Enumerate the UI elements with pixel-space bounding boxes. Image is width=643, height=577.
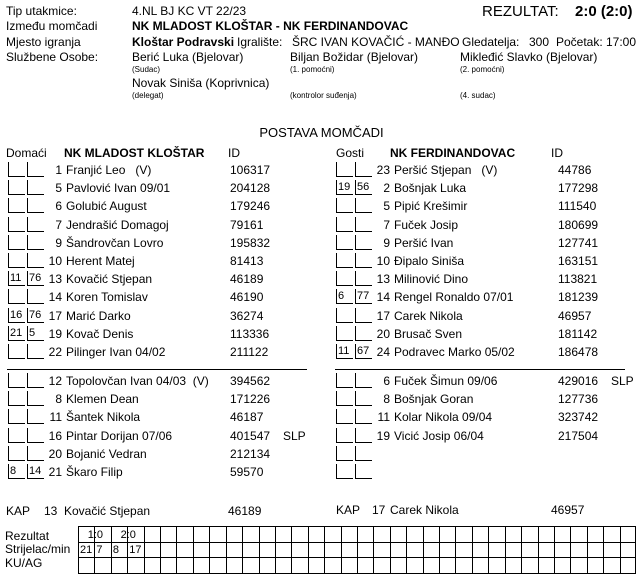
result-cell: 1:0 — [87, 529, 104, 541]
summary-grid — [78, 526, 636, 574]
home-kap-label: KAP — [6, 504, 31, 518]
player-number: 20 — [376, 326, 390, 341]
player-name: Fuček Josip — [394, 217, 459, 232]
player-note: SLP — [611, 374, 634, 388]
card-box: 21 — [8, 326, 25, 341]
player-id: 127741 — [558, 235, 599, 250]
card-box — [336, 217, 353, 232]
player-id: 179246 — [230, 199, 271, 214]
tip-label: Tip utakmice: — [6, 4, 77, 18]
player-name: Franjić Leo (V) — [66, 163, 152, 177]
gledatelja-value: 300 — [529, 35, 550, 49]
rezultat-label: REZULTAT: — [482, 3, 559, 20]
player-id: 36274 — [230, 308, 264, 323]
player-name: Brusač Sven — [394, 326, 463, 341]
player-number: 13 — [48, 272, 62, 287]
player-name: Marić Darko — [66, 308, 131, 323]
player-id: 113336 — [230, 326, 270, 341]
player-name: Peršić Ivan — [394, 235, 454, 250]
home-kap-name: Kovačić Stjepan — [64, 504, 151, 518]
player-number: 11 — [377, 410, 390, 425]
mjesto-value: Kloštar Podravski — [132, 35, 235, 49]
away-team-name: NK FERDINANDOVAC — [390, 146, 516, 160]
player-id: 394562 — [230, 374, 271, 388]
minute-box — [355, 464, 372, 479]
player-number: 10 — [376, 254, 390, 268]
away-kap-label: KAP — [336, 503, 361, 517]
result-cell: 2:0 — [120, 529, 136, 541]
player-id: 211122 — [230, 345, 269, 359]
player-name: Đipalo Siniša — [394, 254, 465, 268]
card-box — [8, 235, 25, 250]
player-name: Šandrovčan Lovro — [66, 235, 164, 250]
home-side-label: Domaći — [6, 146, 47, 160]
official-role: (Sudac) — [132, 65, 161, 74]
player-id: 181239 — [558, 290, 599, 305]
player-number: 9 — [383, 235, 390, 250]
player-number: 5 — [383, 199, 390, 214]
player-name: Podravec Marko 05/02 — [394, 345, 515, 359]
player-number: 22 — [48, 345, 62, 359]
player-number: 21 — [48, 465, 62, 479]
player-name: Kovačić Stjepan — [66, 272, 153, 287]
player-id: 81413 — [230, 254, 264, 268]
official-role: (kontrolor suđenja) — [290, 91, 357, 100]
player-id: 113821 — [558, 272, 598, 287]
card-box — [336, 253, 353, 268]
card-box — [8, 409, 25, 424]
player-id: 46957 — [558, 308, 592, 323]
player-name: Pilinger Ivan 04/02 — [66, 345, 166, 359]
minute-box: 5 — [27, 326, 44, 341]
away-kap-name: Carek Nikola — [390, 503, 459, 517]
official-role: (2. pomoćni) — [460, 65, 505, 74]
card-box: 6 — [336, 289, 353, 304]
card-box — [336, 326, 353, 341]
home-id-label: ID — [228, 146, 240, 160]
player-id: 212134 — [230, 446, 271, 461]
card-box — [8, 428, 25, 443]
player-id: 44786 — [558, 163, 592, 177]
pocetak-value: 17:00 — [606, 35, 637, 49]
player-name: Škaro Filip — [66, 465, 123, 479]
player-name: Klemen Dean — [66, 392, 139, 407]
player-name: Vicić Josip 06/04 — [394, 428, 484, 443]
tip-value: 4.NL BJ KC VT 22/23 — [132, 4, 247, 18]
grid-column-line — [79, 527, 621, 573]
player-number: 11 — [49, 410, 62, 425]
subs-divider — [7, 369, 307, 370]
summary-rezultat-label: Rezultat — [5, 529, 50, 543]
player-number: 24 — [376, 345, 390, 359]
card-box: 11 — [336, 344, 353, 359]
card-box — [336, 446, 353, 461]
player-id: 46187 — [230, 410, 264, 425]
card-box — [8, 253, 25, 268]
card-box — [336, 428, 353, 443]
player-id: 46189 — [230, 272, 264, 287]
away-kap-num: 17 — [372, 503, 386, 517]
grid-row-line — [79, 542, 635, 543]
card-box — [8, 373, 25, 388]
player-number: 20 — [48, 446, 62, 461]
official-name: Mikleđić Slavko (Bjelovar) — [460, 50, 598, 64]
summary-kuag-label: KU/AG — [5, 556, 43, 570]
player-name: Fuček Šimun 09/06 — [394, 374, 498, 388]
card-box — [8, 446, 25, 461]
official-role: (4. sudac) — [460, 91, 496, 100]
minute-box — [355, 446, 372, 461]
scorer-cell: 8 — [112, 544, 119, 556]
player-name: Golubić August — [66, 199, 147, 214]
card-box — [336, 409, 353, 424]
card-box — [336, 235, 353, 250]
card-box — [336, 271, 353, 286]
player-name: Kovač Denis — [66, 326, 134, 341]
player-name: Topolovčan Ivan 04/03 (V) — [66, 374, 209, 388]
card-box — [336, 162, 353, 177]
minute-box: 67 — [355, 344, 372, 359]
player-id: 186478 — [558, 345, 599, 359]
player-name: Kolar Nikola 09/04 — [394, 410, 493, 425]
player-id: 111540 — [558, 199, 597, 214]
home-kap-id: 46189 — [228, 504, 262, 518]
mjesto-label: Mjesto igranja — [6, 35, 81, 49]
away-kap-id: 46957 — [551, 503, 585, 517]
minute-box: 77 — [355, 289, 372, 304]
summary-strijelac-label: Strijelac/min — [5, 542, 71, 556]
card-box — [336, 308, 353, 323]
player-id: 195832 — [230, 235, 271, 250]
card-box — [8, 180, 25, 195]
player-number: 16 — [48, 428, 62, 443]
player-id: 323742 — [558, 410, 599, 425]
away-id-label: ID — [551, 146, 563, 160]
player-id: 204128 — [230, 181, 271, 196]
player-number: 12 — [48, 374, 62, 388]
player-number: 17 — [48, 308, 62, 323]
card-box: 16 — [8, 308, 25, 323]
player-number: 17 — [376, 308, 390, 323]
minute-box: 76 — [27, 308, 44, 323]
card-box — [8, 289, 25, 304]
player-id: 59570 — [230, 465, 264, 479]
izmedu-label: Između momčadi — [6, 19, 98, 33]
player-number: 8 — [55, 392, 62, 407]
player-name: Šantek Nikola — [66, 410, 141, 425]
official-name: Biljan Božidar (Bjelovar) — [290, 50, 419, 64]
player-name: Bojanić Vedran — [66, 446, 147, 461]
player-number: 1 — [55, 163, 62, 177]
player-id: 127736 — [558, 392, 599, 407]
player-id: 181142 — [558, 326, 598, 341]
home-kap-num: 13 — [44, 504, 58, 518]
pocetak-label: Početak: — [556, 35, 603, 49]
igraliste-label: Igralište: — [237, 35, 283, 49]
player-number: 8 — [383, 392, 390, 407]
izmedu-value: NK MLADOST KLOŠTAR - NK FERDINANDOVAC — [132, 19, 409, 33]
player-id: 177298 — [558, 181, 599, 196]
player-name: Pintar Dorijan 07/06 — [66, 428, 173, 443]
gledatelja-label: Gledatelja: — [462, 35, 520, 49]
player-number: 6 — [383, 374, 390, 388]
player-name: Milinović Dino — [394, 272, 469, 287]
card-box — [8, 391, 25, 406]
player-name: Bošnjak Luka — [394, 181, 467, 196]
player-number: 14 — [376, 290, 390, 305]
minute-box: 56 — [355, 180, 372, 195]
player-number: 2 — [383, 181, 390, 196]
grid-row-line — [79, 557, 635, 558]
player-number: 6 — [55, 199, 62, 214]
player-note: SLP — [283, 428, 306, 443]
official-role: (1. pomoćni) — [290, 65, 335, 74]
player-number: 5 — [55, 181, 62, 196]
subs-divider — [335, 369, 625, 370]
card-box: 19 — [336, 180, 353, 195]
player-number: 13 — [376, 272, 390, 287]
minute-box: 14 — [27, 464, 44, 479]
player-id: 46190 — [230, 290, 264, 305]
player-number: 19 — [376, 428, 390, 443]
player-number: 23 — [376, 163, 390, 177]
card-box — [336, 198, 353, 213]
card-box: 11 — [8, 271, 25, 286]
official-name: Novak Siniša (Koprivnica) — [132, 76, 270, 90]
player-name: Bošnjak Goran — [394, 392, 474, 407]
card-box — [336, 373, 353, 388]
player-id: 106317 — [230, 163, 271, 177]
card-box — [8, 344, 25, 359]
player-name: Carek Nikola — [394, 308, 463, 323]
player-name: Jendrašić Domagoj — [66, 217, 169, 232]
player-number: 7 — [383, 217, 390, 232]
player-id: 163151 — [558, 254, 599, 268]
card-box — [336, 391, 353, 406]
scorer-cell: 21 — [80, 544, 93, 556]
postava-title: POSTAVA MOMČADI — [259, 125, 384, 140]
igraliste-value: ŠRC IVAN KOVAČIĆ - MANĐO — [292, 35, 460, 49]
player-id: 171226 — [230, 392, 271, 407]
player-name: Koren Tomislav — [66, 290, 148, 305]
player-name: Pipić Krešimir — [394, 199, 468, 214]
player-id: 429016 — [558, 374, 599, 388]
card-box — [336, 464, 353, 479]
player-id: 79161 — [230, 217, 264, 232]
player-name: Pavlović Ivan 09/01 — [66, 181, 171, 196]
card-box — [8, 198, 25, 213]
sluzbene-label: Službene Osobe: — [6, 50, 99, 64]
card-box: 8 — [8, 464, 25, 479]
card-box — [8, 162, 25, 177]
player-number: 19 — [48, 326, 62, 341]
player-number: 14 — [48, 290, 62, 305]
player-number: 10 — [48, 254, 62, 268]
player-number: 9 — [55, 235, 62, 250]
player-id: 217504 — [558, 428, 599, 443]
player-name: Peršić Stjepan (V) — [394, 163, 498, 177]
player-id: 180699 — [558, 217, 599, 232]
minute-box: 76 — [27, 271, 44, 286]
away-side-label: Gosti — [336, 146, 365, 160]
official-name: Berić Luka (Bjelovar) — [132, 50, 244, 64]
scorer-cell: 17 — [129, 544, 142, 556]
official-role: (delegat) — [132, 91, 164, 100]
home-team-name: NK MLADOST KLOŠTAR — [64, 146, 205, 160]
player-name: Rengel Ronaldo 07/01 — [394, 290, 514, 305]
rezultat-value: 2:0 (2:0) — [575, 3, 633, 20]
player-name: Herent Matej — [66, 254, 135, 268]
player-id: 401547 — [230, 428, 271, 443]
player-number: 7 — [55, 217, 62, 232]
card-box — [8, 217, 25, 232]
scorer-cell: 7 — [96, 544, 103, 556]
